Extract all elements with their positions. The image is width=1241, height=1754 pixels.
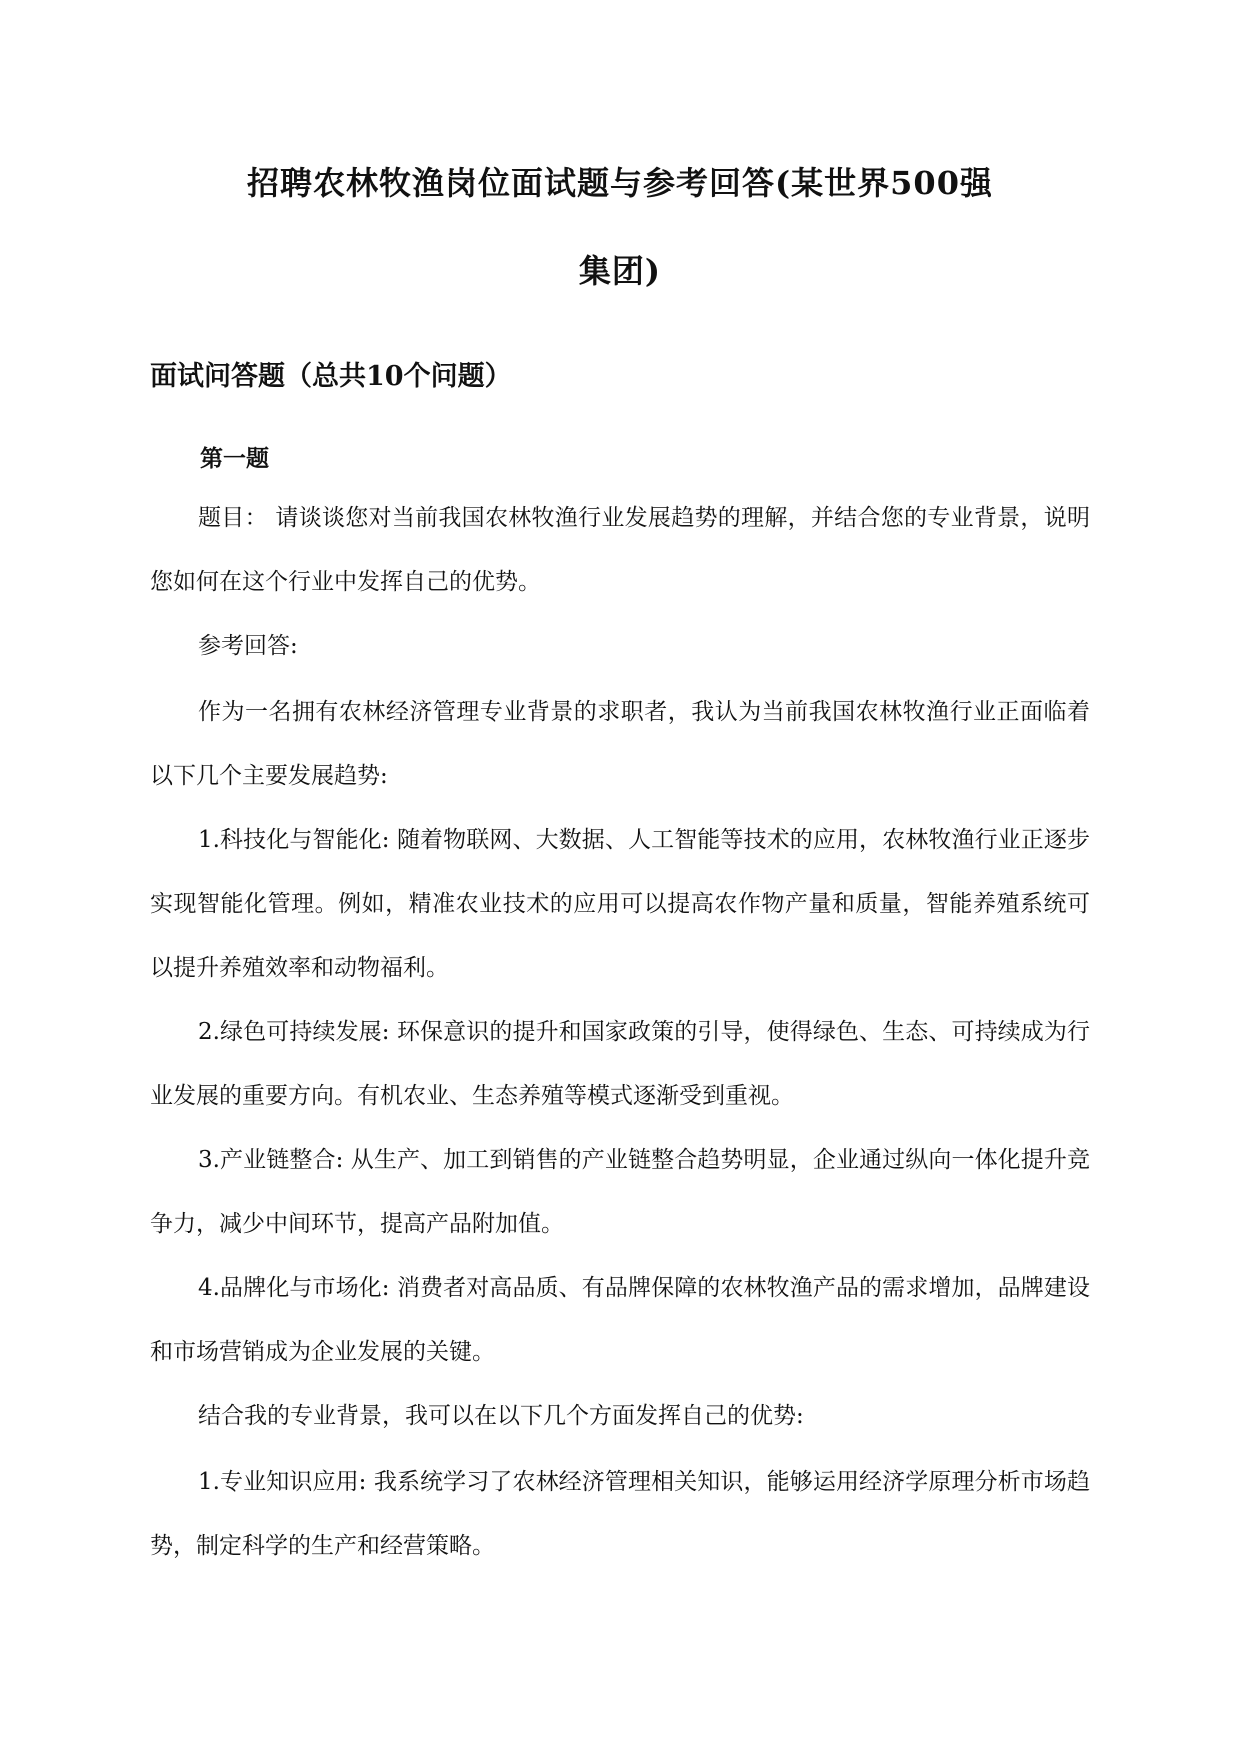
document-title-line-1: 招聘农林牧渔岗位面试题与参考回答(某世界500强 xyxy=(247,164,993,202)
question-text: 题目： 请谈谈您对当前我国农林牧渔行业发展趋势的理解，并结合您的专业背景，说明您如何在这个行业中发挥自己的优势。 xyxy=(150,505,1090,595)
question-heading: 第一题 xyxy=(200,445,269,472)
advantages-intro-paragraph: 结合我的专业背景，我可以在以下几个方面发挥自己的优势: xyxy=(198,1403,804,1429)
reference-answer-label: 参考回答: xyxy=(198,633,298,659)
trend-item-3: 3.产业链整合: 从生产、加工到销售的产业链整合趋势明显，企业通过纵向一体化提升竞争力，减少中间环节，提高产品附加值。 xyxy=(150,1147,1090,1237)
trend-item-1: 1.科技化与智能化: 随着物联网、大数据、人工智能等技术的应用，农林牧渔行业正逐步实现智能化管理。例如，精准农业技术的应用可以提高农作物产量和质量，智能养殖系统可以提升养殖效率和动物福利。 xyxy=(150,827,1090,981)
answer-intro-paragraph: 作为一名拥有农林经济管理专业背景的求职者，我认为当前我国农林牧渔行业正面临着以下几个主要发展趋势: xyxy=(150,699,1090,789)
document-title-line-2: 集团) xyxy=(578,252,662,290)
advantage-item-1: 1.专业知识应用: 我系统学习了农林经济管理相关知识，能够运用经济学原理分析市场趋势，制定科学的生产和经营策略。 xyxy=(150,1469,1090,1559)
trend-item-4: 4.品牌化与市场化: 消费者对高品质、有品牌保障的农林牧渔产品的需求增加，品牌建设和市场营销成为企业发展的关键。 xyxy=(150,1275,1090,1365)
trend-item-2: 2.绿色可持续发展: 环保意识的提升和国家政策的引导，使得绿色、生态、可持续成为行业发展的重要方向。有机农业、生态养殖等模式逐渐受到重视。 xyxy=(150,1019,1090,1109)
section-heading: 面试问答题（总共10个问题） xyxy=(150,361,512,392)
